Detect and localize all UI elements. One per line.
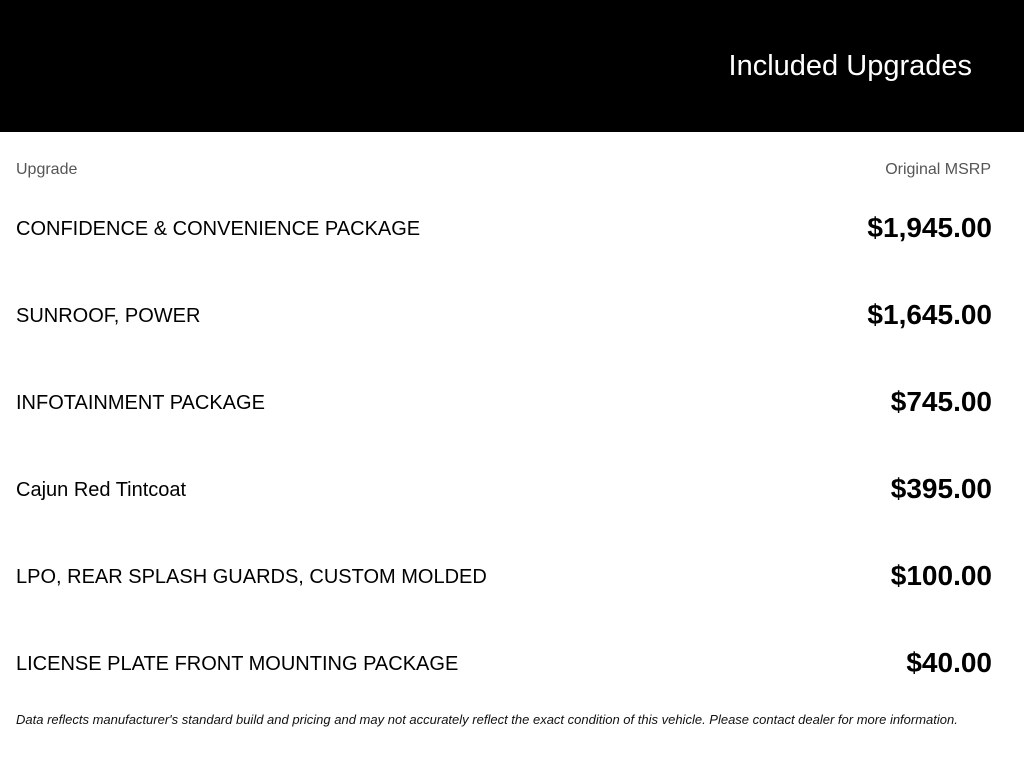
upgrade-row (0, 184, 1024, 271)
column-header-upgrade: Upgrade (16, 161, 78, 178)
upgrade-price: $395.00 (890, 473, 992, 504)
upgrade-name: LICENSE PLATE FRONT MOUNTING PACKAGE (16, 653, 459, 675)
upgrade-name: Cajun Red Tintcoat (16, 479, 187, 501)
upgrade-price: $1,645.00 (867, 299, 992, 330)
upgrade-price: $1,945.00 (867, 212, 992, 243)
upgrade-row (0, 619, 1024, 706)
upgrade-price: $100.00 (890, 560, 992, 591)
upgrade-row (0, 271, 1024, 358)
upgrade-price: $745.00 (890, 386, 992, 417)
upgrade-row (0, 445, 1024, 532)
disclaimer-footnote: Data reflects manufacturer's standard build and pricing and may not accurately reflect the exact condition of this vehicle. Please contact dealer for more information. (16, 712, 958, 727)
upgrade-name: SUNROOF, POWER (16, 305, 201, 327)
upgrade-name: CONFIDENCE & CONVENIENCE PACKAGE (16, 218, 421, 240)
upgrade-name: INFOTAINMENT PACKAGE (16, 392, 265, 414)
page-title: Included Upgrades (728, 50, 972, 82)
column-header-msrp: Original MSRP (885, 161, 991, 178)
upgrade-row (0, 532, 1024, 619)
upgrade-list (0, 184, 1024, 706)
upgrade-row (0, 358, 1024, 445)
upgrade-price: $40.00 (906, 647, 992, 678)
header-banner (0, 0, 1024, 132)
upgrade-name: LPO, REAR SPLASH GUARDS, CUSTOM MOLDED (16, 566, 487, 588)
